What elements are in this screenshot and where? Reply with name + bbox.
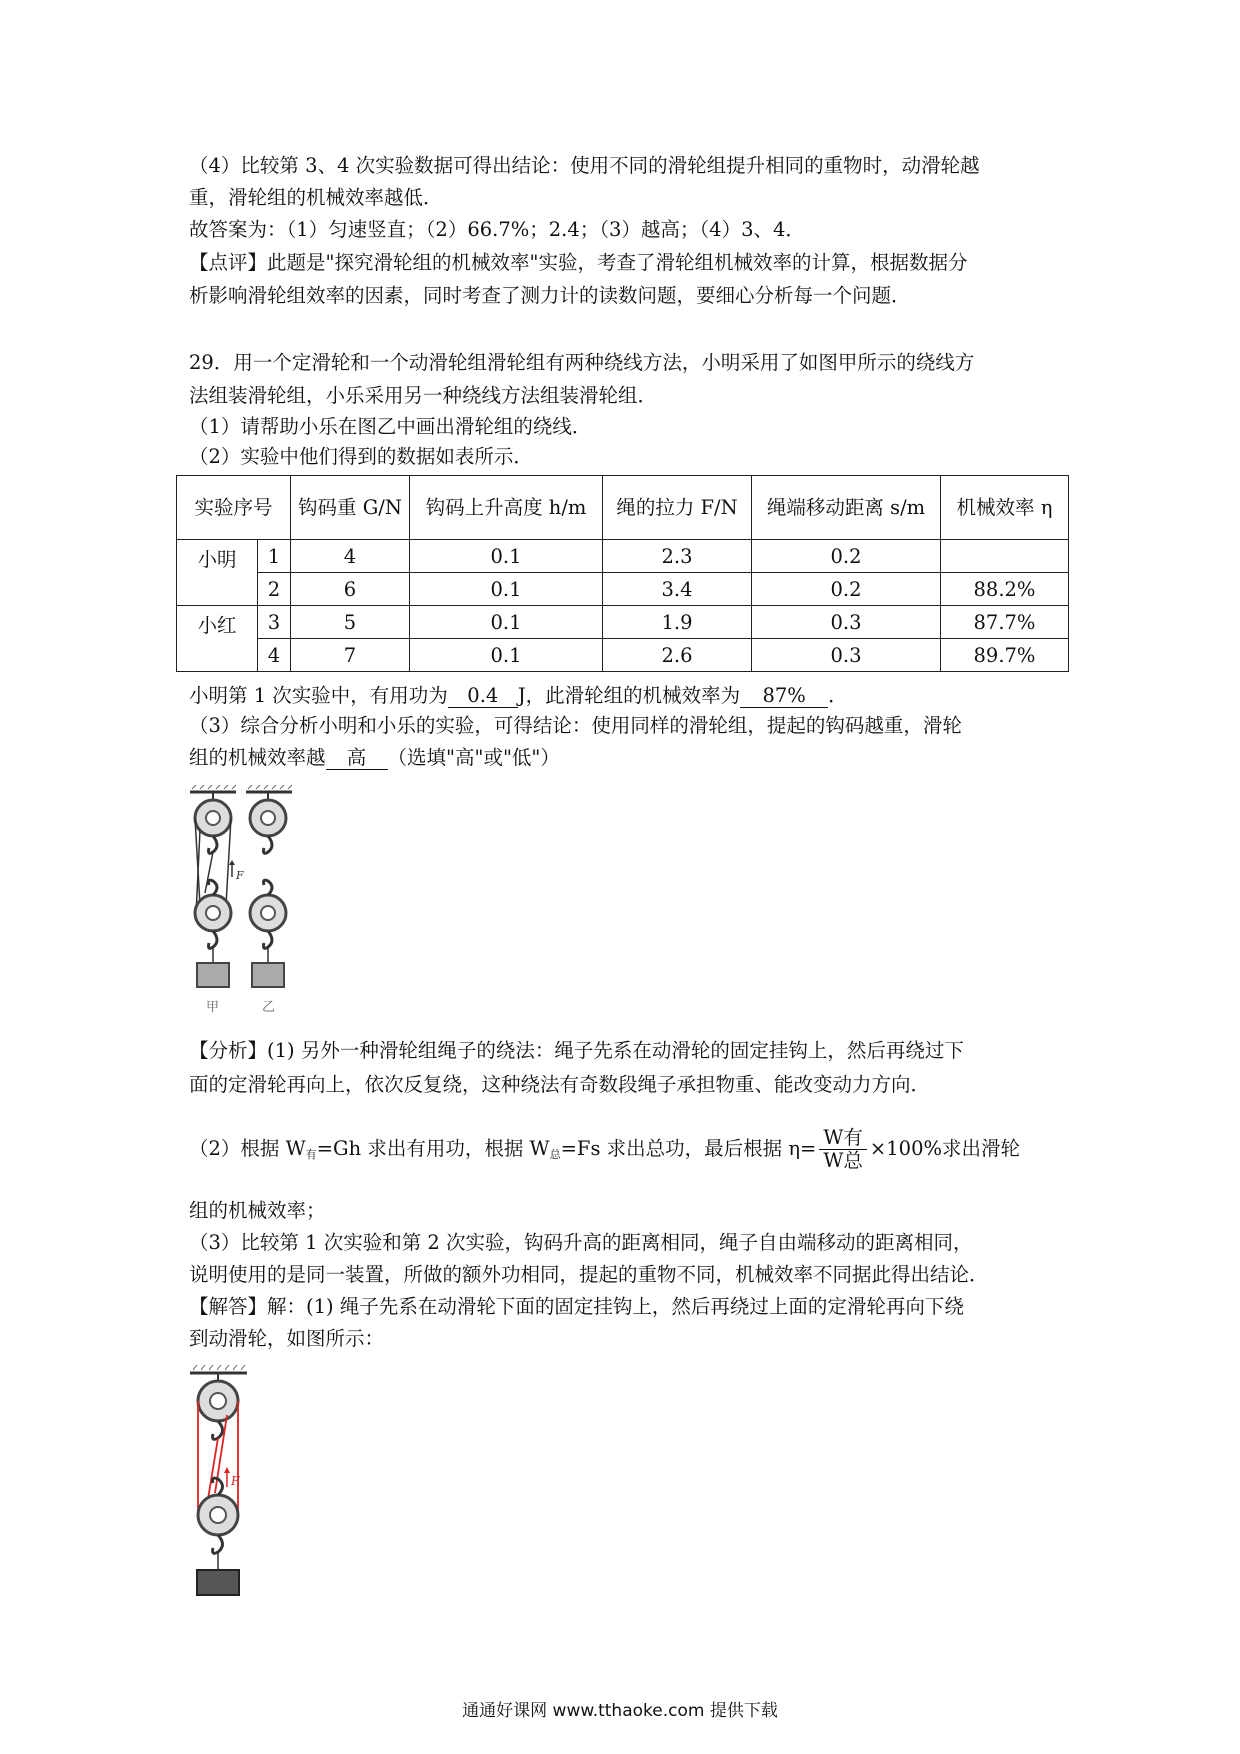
label-jia: 甲 xyxy=(206,1000,220,1015)
analysis-line-5: （3）比较第 1 次实验和第 2 次实验，钩码升高的距离相同，绳子自由端移动的距离相同， xyxy=(189,1231,973,1254)
answer-line-2: 到动滑轮，如图所示： xyxy=(189,1327,385,1350)
analysis-line-3: （2）根据 $W_有=Gh$ 求出有用功，根据 $W_总=Fs$ 求出总功，最后根据 η= $\frac{\text{W有}}{\text{W总}}$ ×100%求出滑轮 xyxy=(189,1126,1021,1172)
pulley-answer-figure xyxy=(185,1365,305,1615)
cell-f: 3.4 xyxy=(603,573,752,606)
group-xiaohong: 小红 xyxy=(177,606,258,672)
text-line-1: （4）比较第 3、4 次实验数据可得出结论：使用不同的滑轮组提升相同的重物时，动滑轮越 xyxy=(189,154,980,177)
cell-g: 4 xyxy=(291,540,410,573)
blank-useful-work: 0.4 xyxy=(448,685,518,708)
page-footer: 通通好课网 www.tthaoke.com 提供下载 xyxy=(462,1701,778,1721)
cell-f: 1.9 xyxy=(603,606,752,639)
table-header-row xyxy=(177,476,1069,540)
question-29-answer-line: 小明第 1 次实验中，有用功为 0.4 J，此滑轮组的机械效率为 87% ． xyxy=(189,684,848,707)
cell-s: 0.3 xyxy=(752,639,941,672)
table-row xyxy=(177,573,1069,606)
table-row xyxy=(177,639,1069,672)
cell-h: 0.1 xyxy=(410,573,603,606)
force-label: F xyxy=(236,869,244,882)
cell-h: 0.1 xyxy=(410,606,603,639)
cell-s: 0.2 xyxy=(752,573,941,606)
text-line-5: 析影响滑轮组效率的因素，同时考查了测力计的读数问题，要细心分析每一个问题． xyxy=(189,284,911,307)
blank-efficiency: 87% xyxy=(740,685,828,708)
question-29-part-3-line-1: （3）综合分析小明和小乐的实验，可得结论：使用同样的滑轮组，提起的钩码越重，滑轮 xyxy=(189,714,962,737)
experiment-table xyxy=(176,475,1069,672)
cell-f: 2.3 xyxy=(603,540,752,573)
table-row xyxy=(177,606,1069,639)
cell-g: 7 xyxy=(291,639,410,672)
cell-n: 3 xyxy=(258,606,291,639)
analysis-line-6: 说明使用的是同一装置，所做的额外功相同，提起的重物不同，机械效率不同据此得出结论． xyxy=(189,1263,989,1286)
answer-line-1: 【解答】解：(1) 绳子先系在动滑轮下面的固定挂钩上，然后再绕过上面的定滑轮再向下绕 xyxy=(189,1295,964,1318)
group-xiaoming: 小明 xyxy=(177,540,258,606)
question-29-part-3-line-2: 组的机械效率越 高 （选填"高"或"低"） xyxy=(189,746,560,769)
force-label-red: F xyxy=(231,1474,240,1488)
cell-s: 0.3 xyxy=(752,606,941,639)
cell-f: 2.6 xyxy=(603,639,752,672)
header-efficiency: 机械效率 η xyxy=(941,476,1069,540)
cell-n: 4 xyxy=(258,639,291,672)
question-29-line-2: 法组装滑轮组，小乐采用另一种绕线方法组装滑轮组． xyxy=(189,384,658,407)
cell-n: 2 xyxy=(258,573,291,606)
cell-eta: 87.7% xyxy=(941,606,1069,639)
text-line-2: 重，滑轮组的机械效率越低． xyxy=(189,186,443,209)
cell-s: 0.2 xyxy=(752,540,941,573)
question-29-part-2: （2）实验中他们得到的数据如表所示． xyxy=(189,445,533,468)
label-yi: 乙 xyxy=(262,1000,276,1015)
cell-g: 6 xyxy=(291,573,410,606)
header-distance: 绳端移动距离 s/m xyxy=(752,476,941,540)
cell-h: 0.1 xyxy=(410,540,603,573)
header-trial: 实验序号 xyxy=(177,476,291,540)
header-height: 钩码上升高度 h/m xyxy=(410,476,603,540)
cell-eta xyxy=(941,540,1069,573)
cell-h: 0.1 xyxy=(410,639,603,672)
text-line-3: 故答案为：（1）匀速竖直；（2）66.7%；2.4；（3）越高；（4）3、4． xyxy=(189,218,805,241)
cell-eta: 88.2% xyxy=(941,573,1069,606)
question-29-line-1: 29．用一个定滑轮和一个动滑轮组滑轮组有两种绕线方法，小明采用了如图甲所示的绕线方 xyxy=(189,351,975,374)
pulley-figure-jia-yi xyxy=(180,785,330,1015)
table-row xyxy=(177,540,1069,573)
text-line-4: 【点评】此题是"探究滑轮组的机械效率"实验，考查了滑轮组机械效率的计算，根据数据分 xyxy=(189,251,968,274)
question-29-part-1: （1）请帮助小乐在图乙中画出滑轮组的绕线． xyxy=(189,415,592,438)
cell-n: 1 xyxy=(258,540,291,573)
analysis-line-1: 【分析】(1) 另外一种滑轮组绳子的绕法：绳子先系在动滑轮的固定挂钩上，然后再绕过下 xyxy=(189,1039,964,1062)
blank-higher-lower: 高 xyxy=(326,747,388,770)
header-weight: 钩码重 G/N xyxy=(291,476,410,540)
header-force: 绳的拉力 F/N xyxy=(603,476,752,540)
analysis-line-4: 组的机械效率； xyxy=(189,1199,326,1222)
analysis-line-2: 面的定滑轮再向上，依次反复绕，这种绕法有奇数段绳子承担物重、能改变动力方向． xyxy=(189,1073,931,1096)
cell-g: 5 xyxy=(291,606,410,639)
efficiency-formula-fraction: $\frac{\text{W有}}{\text{W总}}$ xyxy=(819,1127,867,1172)
cell-eta: 89.7% xyxy=(941,639,1069,672)
